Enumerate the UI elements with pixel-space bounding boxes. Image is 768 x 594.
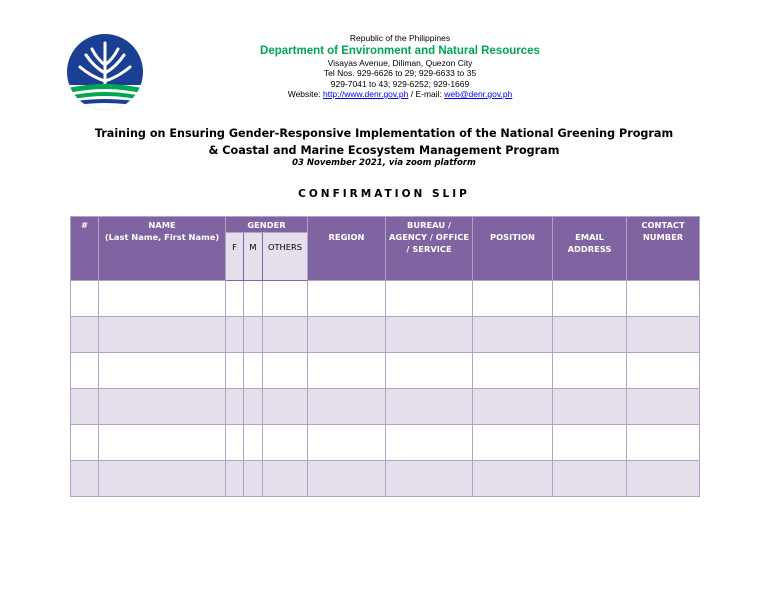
table-cell[interactable] bbox=[263, 425, 308, 461]
tel-line-1: Tel Nos. 929-6626 to 29; 929-6633 to 35 bbox=[323, 68, 477, 78]
table-cell[interactable] bbox=[627, 461, 700, 497]
table-cell[interactable] bbox=[386, 389, 473, 425]
header-gender-f: F bbox=[226, 233, 244, 281]
table-cell[interactable] bbox=[627, 281, 700, 317]
table-cell[interactable] bbox=[308, 317, 386, 353]
table-cell[interactable] bbox=[71, 281, 99, 317]
table-cell[interactable] bbox=[627, 389, 700, 425]
header-bureau: BUREAU / AGENCY / OFFICE / SERVICE bbox=[386, 217, 473, 281]
table-cell[interactable] bbox=[71, 353, 99, 389]
header-number: # bbox=[71, 217, 99, 281]
table-cell[interactable] bbox=[226, 425, 244, 461]
table-cell[interactable] bbox=[244, 317, 263, 353]
table-cell[interactable] bbox=[226, 317, 244, 353]
header-contact: CONTACT NUMBER bbox=[627, 217, 700, 281]
republic-line: Republic of the Philippines bbox=[349, 33, 451, 43]
table-cell[interactable] bbox=[553, 317, 627, 353]
table-cell[interactable] bbox=[244, 425, 263, 461]
table-cell[interactable] bbox=[308, 389, 386, 425]
table-cell[interactable] bbox=[553, 461, 627, 497]
header-name-label: NAME bbox=[148, 220, 176, 230]
table-cell[interactable] bbox=[263, 281, 308, 317]
table-cell[interactable] bbox=[226, 389, 244, 425]
agency-name: Department of Environment and Natural Resources bbox=[260, 44, 540, 57]
table-cell[interactable] bbox=[553, 425, 627, 461]
table-cell[interactable] bbox=[244, 281, 263, 317]
table-cell[interactable] bbox=[308, 353, 386, 389]
table-cell[interactable] bbox=[627, 317, 700, 353]
table-cell[interactable] bbox=[244, 461, 263, 497]
table-cell[interactable] bbox=[99, 281, 226, 317]
header-email: EMAIL ADDRESS bbox=[553, 217, 627, 281]
table-cell[interactable] bbox=[226, 281, 244, 317]
table-row bbox=[71, 317, 700, 353]
website-label: Website: bbox=[287, 89, 323, 99]
table-row bbox=[71, 353, 700, 389]
table-cell[interactable] bbox=[473, 389, 553, 425]
table-cell[interactable] bbox=[308, 461, 386, 497]
tel-line-2: 929-7041 to 43; 929-6252; 929-1669 bbox=[330, 78, 470, 89]
table-cell[interactable] bbox=[226, 353, 244, 389]
table-cell[interactable] bbox=[627, 353, 700, 389]
table-cell[interactable] bbox=[71, 389, 99, 425]
title-line-2: & Coastal and Marine Ecosystem Management Program bbox=[208, 144, 560, 157]
table-cell[interactable] bbox=[553, 353, 627, 389]
table-cell[interactable] bbox=[308, 281, 386, 317]
denr-logo bbox=[64, 33, 146, 111]
table-cell[interactable] bbox=[71, 425, 99, 461]
email-link[interactable]: web@denr.gov.ph bbox=[444, 89, 513, 99]
table-cell[interactable] bbox=[99, 317, 226, 353]
table-row bbox=[71, 389, 700, 425]
table-cell[interactable] bbox=[263, 461, 308, 497]
header-gender: GENDER bbox=[226, 217, 308, 233]
table-cell[interactable] bbox=[386, 281, 473, 317]
table-cell[interactable] bbox=[553, 281, 627, 317]
table-cell[interactable] bbox=[386, 317, 473, 353]
date-line: 03 November 2021, via zoom platform bbox=[292, 158, 476, 168]
table-cell[interactable] bbox=[226, 461, 244, 497]
header-name bbox=[99, 217, 226, 281]
table-cell[interactable] bbox=[473, 461, 553, 497]
header-name-sub: (Last Name, First Name) bbox=[104, 232, 220, 242]
table-row bbox=[71, 281, 700, 317]
table-cell[interactable] bbox=[99, 425, 226, 461]
table-cell[interactable] bbox=[263, 389, 308, 425]
header-gender-m: M bbox=[244, 233, 263, 281]
contact-line bbox=[230, 89, 570, 100]
header-gender-others: OTHERS bbox=[263, 233, 308, 281]
header-position: POSITION bbox=[473, 217, 553, 281]
training-title bbox=[90, 125, 678, 159]
email-label: / E-mail: bbox=[408, 89, 445, 99]
table-cell[interactable] bbox=[263, 317, 308, 353]
table-cell[interactable] bbox=[99, 353, 226, 389]
table-cell[interactable] bbox=[263, 353, 308, 389]
website-link[interactable]: http://www.denr.gov.ph bbox=[322, 89, 409, 99]
table-row bbox=[71, 461, 700, 497]
address-line: Visayas Avenue, Diliman, Quezon City bbox=[327, 57, 473, 68]
table-cell[interactable] bbox=[71, 317, 99, 353]
letterhead bbox=[230, 33, 570, 100]
table-cell[interactable] bbox=[308, 425, 386, 461]
table-cell[interactable] bbox=[473, 317, 553, 353]
table-cell[interactable] bbox=[627, 425, 700, 461]
table-cell[interactable] bbox=[553, 389, 627, 425]
table-cell[interactable] bbox=[99, 461, 226, 497]
table-cell[interactable] bbox=[386, 425, 473, 461]
table-cell[interactable] bbox=[244, 353, 263, 389]
table-cell[interactable] bbox=[473, 353, 553, 389]
table-cell[interactable] bbox=[386, 461, 473, 497]
table-cell[interactable] bbox=[71, 461, 99, 497]
header-region: REGION bbox=[308, 217, 386, 281]
table-cell[interactable] bbox=[473, 425, 553, 461]
table-cell[interactable] bbox=[473, 281, 553, 317]
table-cell[interactable] bbox=[244, 389, 263, 425]
table-cell[interactable] bbox=[99, 389, 226, 425]
confirmation-table bbox=[70, 216, 700, 497]
title-line-1: Training on Ensuring Gender-Responsive Implementation of the National Greening Program bbox=[94, 127, 674, 140]
table-cell[interactable] bbox=[386, 353, 473, 389]
confirmation-slip-heading: CONFIRMATION SLIP bbox=[298, 188, 470, 200]
table-row bbox=[71, 425, 700, 461]
